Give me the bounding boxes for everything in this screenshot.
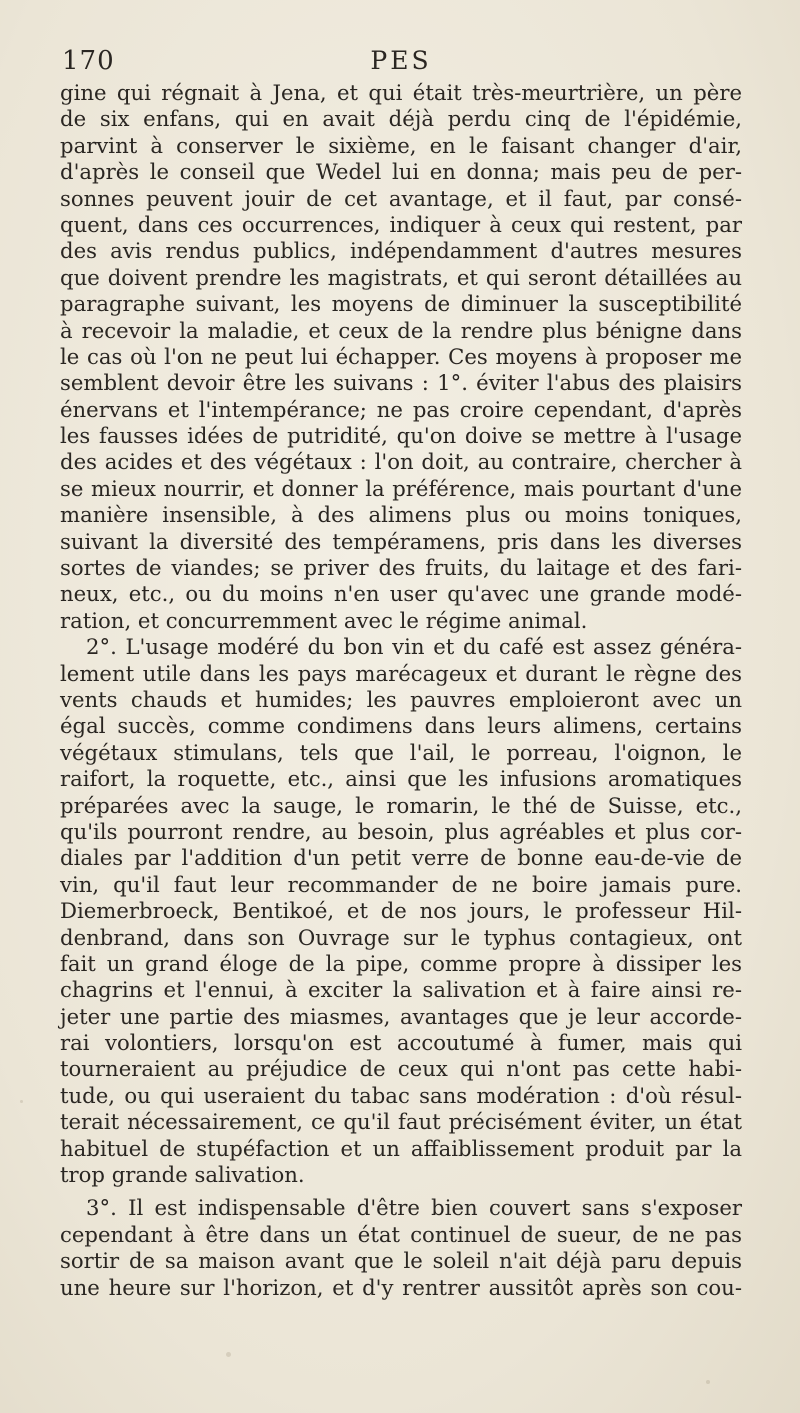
text-line: cependant à être dans un état continuel de sueur, de ne pas (60, 1221, 742, 1247)
text-line: ration, et concurremment avec le régime animal. (60, 607, 588, 633)
text-line: rai volontiers, lorsqu'on est accoutumé à fumer, mais qui (60, 1030, 742, 1056)
text-line: paragraphe suivant, les moyens de diminuer la susceptibilité (60, 291, 742, 317)
text-line: gine qui régnait à Jena, et qui était très-meurtrière, un père (60, 80, 742, 105)
page-header (62, 46, 740, 80)
text-line: végétaux stimulans, tels que l'ail, le porreau, l'oignon, le (60, 739, 742, 765)
text-line: 3°. Il est indispensable d'être bien couvert sans s'exposer (86, 1195, 742, 1221)
text-line: lement utile dans les pays marécageux et durant le règne des (60, 660, 742, 686)
text-line: diales par l'addition d'un petit verre de bonne eau-de-vie de (60, 845, 742, 871)
body-text (60, 80, 742, 1301)
text-line: semblent devoir être les suivans : 1°. éviter l'abus des plaisirs (60, 370, 742, 396)
text-line: de six enfans, qui en avait déjà perdu cinq de l'épidémie, (60, 106, 742, 132)
paper-speck (706, 1380, 710, 1384)
text-line: se mieux nourrir, et donner la préférence, mais pourtant d'une (60, 475, 742, 501)
text-line: des acides et des végétaux : l'on doit, au contraire, chercher à (60, 449, 742, 475)
text-line: tude, ou qui useraient du tabac sans modération : d'où résul- (60, 1082, 742, 1108)
text-line: neux, etc., ou du moins n'en user qu'avec une grande modé- (60, 581, 742, 607)
text-line: les fausses idées de putridité, qu'on doive se mettre à l'usage (60, 423, 742, 449)
paragraph-spacer (60, 1188, 742, 1195)
text-line: sortes de viandes; se priver des fruits, du laitage et des fari- (60, 555, 742, 581)
text-line: habituel de stupéfaction et un affaiblissement produit par la (60, 1135, 742, 1161)
text-line: préparées avec la sauge, le romarin, le thé de Suisse, etc., (60, 792, 742, 818)
paper-speck (20, 1100, 23, 1103)
text-line: énervans et l'intempérance; ne pas croire cependant, d'après (60, 396, 742, 422)
text-line: denbrand, dans son Ouvrage sur le typhus contagieux, ont (60, 924, 742, 950)
text-line: quent, dans ces occurrences, indiquer à ceux qui restent, par (60, 211, 742, 237)
text-line: sortir de sa maison avant que le soleil n'ait déjà paru depuis (60, 1248, 742, 1274)
text-line: d'après le conseil que Wedel lui en donna; mais peu de per- (60, 159, 742, 185)
text-line: des avis rendus publics, indépendamment d'autres mesures (60, 238, 742, 264)
text-line: chagrins et l'ennui, à exciter la salivation et à faire ainsi re- (60, 977, 742, 1003)
text-line: vents chauds et humides; les pauvres emploieront avec un (60, 686, 742, 712)
text-line: 2°. L'usage modéré du bon vin et du café est assez généra- (86, 634, 742, 660)
paragraph (60, 80, 742, 634)
text-line: terait nécessairement, ce qu'il faut précisément éviter, un état (60, 1109, 742, 1135)
text-line: parvint à conserver le sixième, en le faisant changer d'air, (60, 132, 742, 158)
text-line: trop grande salivation. (60, 1162, 305, 1188)
page-number: 170 (62, 46, 115, 76)
text-line: Diemerbroeck, Bentikoé, et de nos jours, le professeur Hil- (60, 898, 742, 924)
text-line: tourneraient au préjudice de ceux qui n'ont pas cette habi- (60, 1056, 742, 1082)
paragraph (60, 1195, 742, 1301)
running-head: PES (370, 46, 432, 75)
text-line: égal succès, comme condimens dans leurs alimens, certains (60, 713, 742, 739)
text-line: une heure sur l'horizon, et d'y rentrer aussitôt après son cou- (60, 1274, 742, 1300)
text-line: manière insensible, à des alimens plus ou moins toniques, (60, 502, 742, 528)
paper-speck (226, 1352, 231, 1357)
text-line: suivant la diversité des tempéramens, pris dans les diverses (60, 528, 742, 554)
text-line: qu'ils pourront rendre, au besoin, plus agréables et plus cor- (60, 818, 742, 844)
text-line: sonnes peuvent jouir de cet avantage, et il faut, par consé- (60, 185, 742, 211)
text-line: à recevoir la maladie, et ceux de la rendre plus bénigne dans (60, 317, 742, 343)
text-line: vin, qu'il faut leur recommander de ne boire jamais pure. (60, 871, 742, 897)
paragraph (60, 634, 742, 1188)
text-line: jeter une partie des miasmes, avantages que je leur accorde- (60, 1003, 742, 1029)
text-line: raifort, la roquette, etc., ainsi que les infusions aromatiques (60, 766, 742, 792)
text-line: fait un grand éloge de la pipe, comme propre à dissiper les (60, 950, 742, 976)
text-line: le cas où l'on ne peut lui échapper. Ces moyens à proposer me (60, 343, 742, 369)
text-line: que doivent prendre les magistrats, et qui seront détaillées au (60, 264, 742, 290)
